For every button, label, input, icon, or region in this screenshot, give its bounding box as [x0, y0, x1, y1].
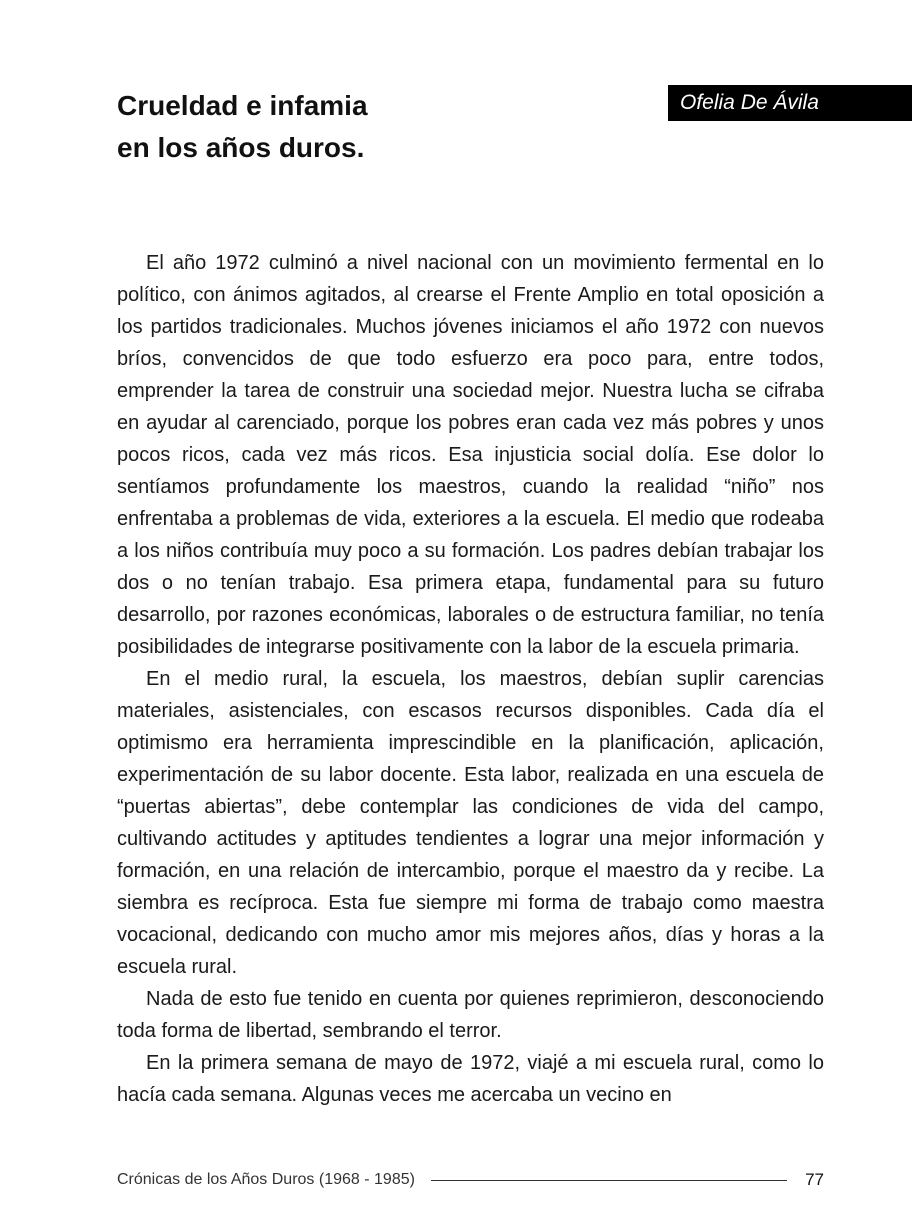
chapter-title-line-2: en los años duros. [117, 132, 365, 163]
chapter-title-line-1: Crueldad e infamia [117, 90, 368, 121]
chapter-title [117, 85, 368, 169]
page-footer [117, 1166, 824, 1194]
author-label: Ofelia De Ávila [668, 85, 912, 121]
body-text [117, 247, 824, 1111]
paragraph-4: En la primera semana de mayo de 1972, viajé a mi escuela rural, como lo hacía cada semana. Algunas veces me acercaba un vecino en [117, 1052, 824, 1106]
paragraph-1: El año 1972 culminó a nivel nacional con un movimiento fermental en lo político, con ánimos agitados, al crearse el Frente Amplio en total oposición a los partidos tradicionales. Muchos jóvenes iniciamos el año 1972 con nuevos bríos, convencidos de que todo esfuerzo era poco para, entre todos, emprender la tarea de construir una sociedad mejor. Nuestra lucha se cifraba en ayudar al carenciado, porque los pobres eran cada vez más pobres y unos pocos ricos, cada vez más ricos. Esa injusticia social dolía. Ese dolor lo sentíamos profundamente los maestros, cuando la realidad “niño” nos enfrentaba a problemas de vida, exteriores a la escuela. El medio que rodeaba a los niños contribuía muy poco a su formación. Los padres debían trabajar los dos o no tenían trabajo. Esa primera etapa, fundamental para su futuro desarrollo, por razones económicas, laborales o de estructura familiar, no tenía posibilidades de integrarse positivamente con la labor de la escuela primaria. [117, 252, 824, 658]
footer-book-title: Crónicas de los Años Duros (1968 - 1985) [117, 1171, 415, 1188]
paragraph-2: En el medio rural, la escuela, los maestros, debían suplir carencias materiales, asistenciales, con escasos recursos disponibles. Cada día el optimismo era herramienta imprescindible en la planificación, aplicación, experimentación de su labor docente. Esta labor, realizada en una escuela de “puertas abiertas”, debe contemplar las condiciones de vida del campo, cultivando actitudes y aptitudes tendientes a lograr una mejor información y formación, en una relación de intercambio, porque el maestro da y recibe. La siembra es recíproca. Esta fue siempre mi forma de trabajo como maestra vocacional, dedicando con mucho amor mis mejores años, días y horas a la escuela rural. [117, 668, 824, 978]
paragraph-3: Nada de esto fue tenido en cuenta por quienes reprimieron, desconociendo toda forma de libertad, sembrando el terror. [117, 988, 824, 1042]
footer-divider [431, 1180, 787, 1181]
page-number: 77 [805, 1170, 824, 1189]
